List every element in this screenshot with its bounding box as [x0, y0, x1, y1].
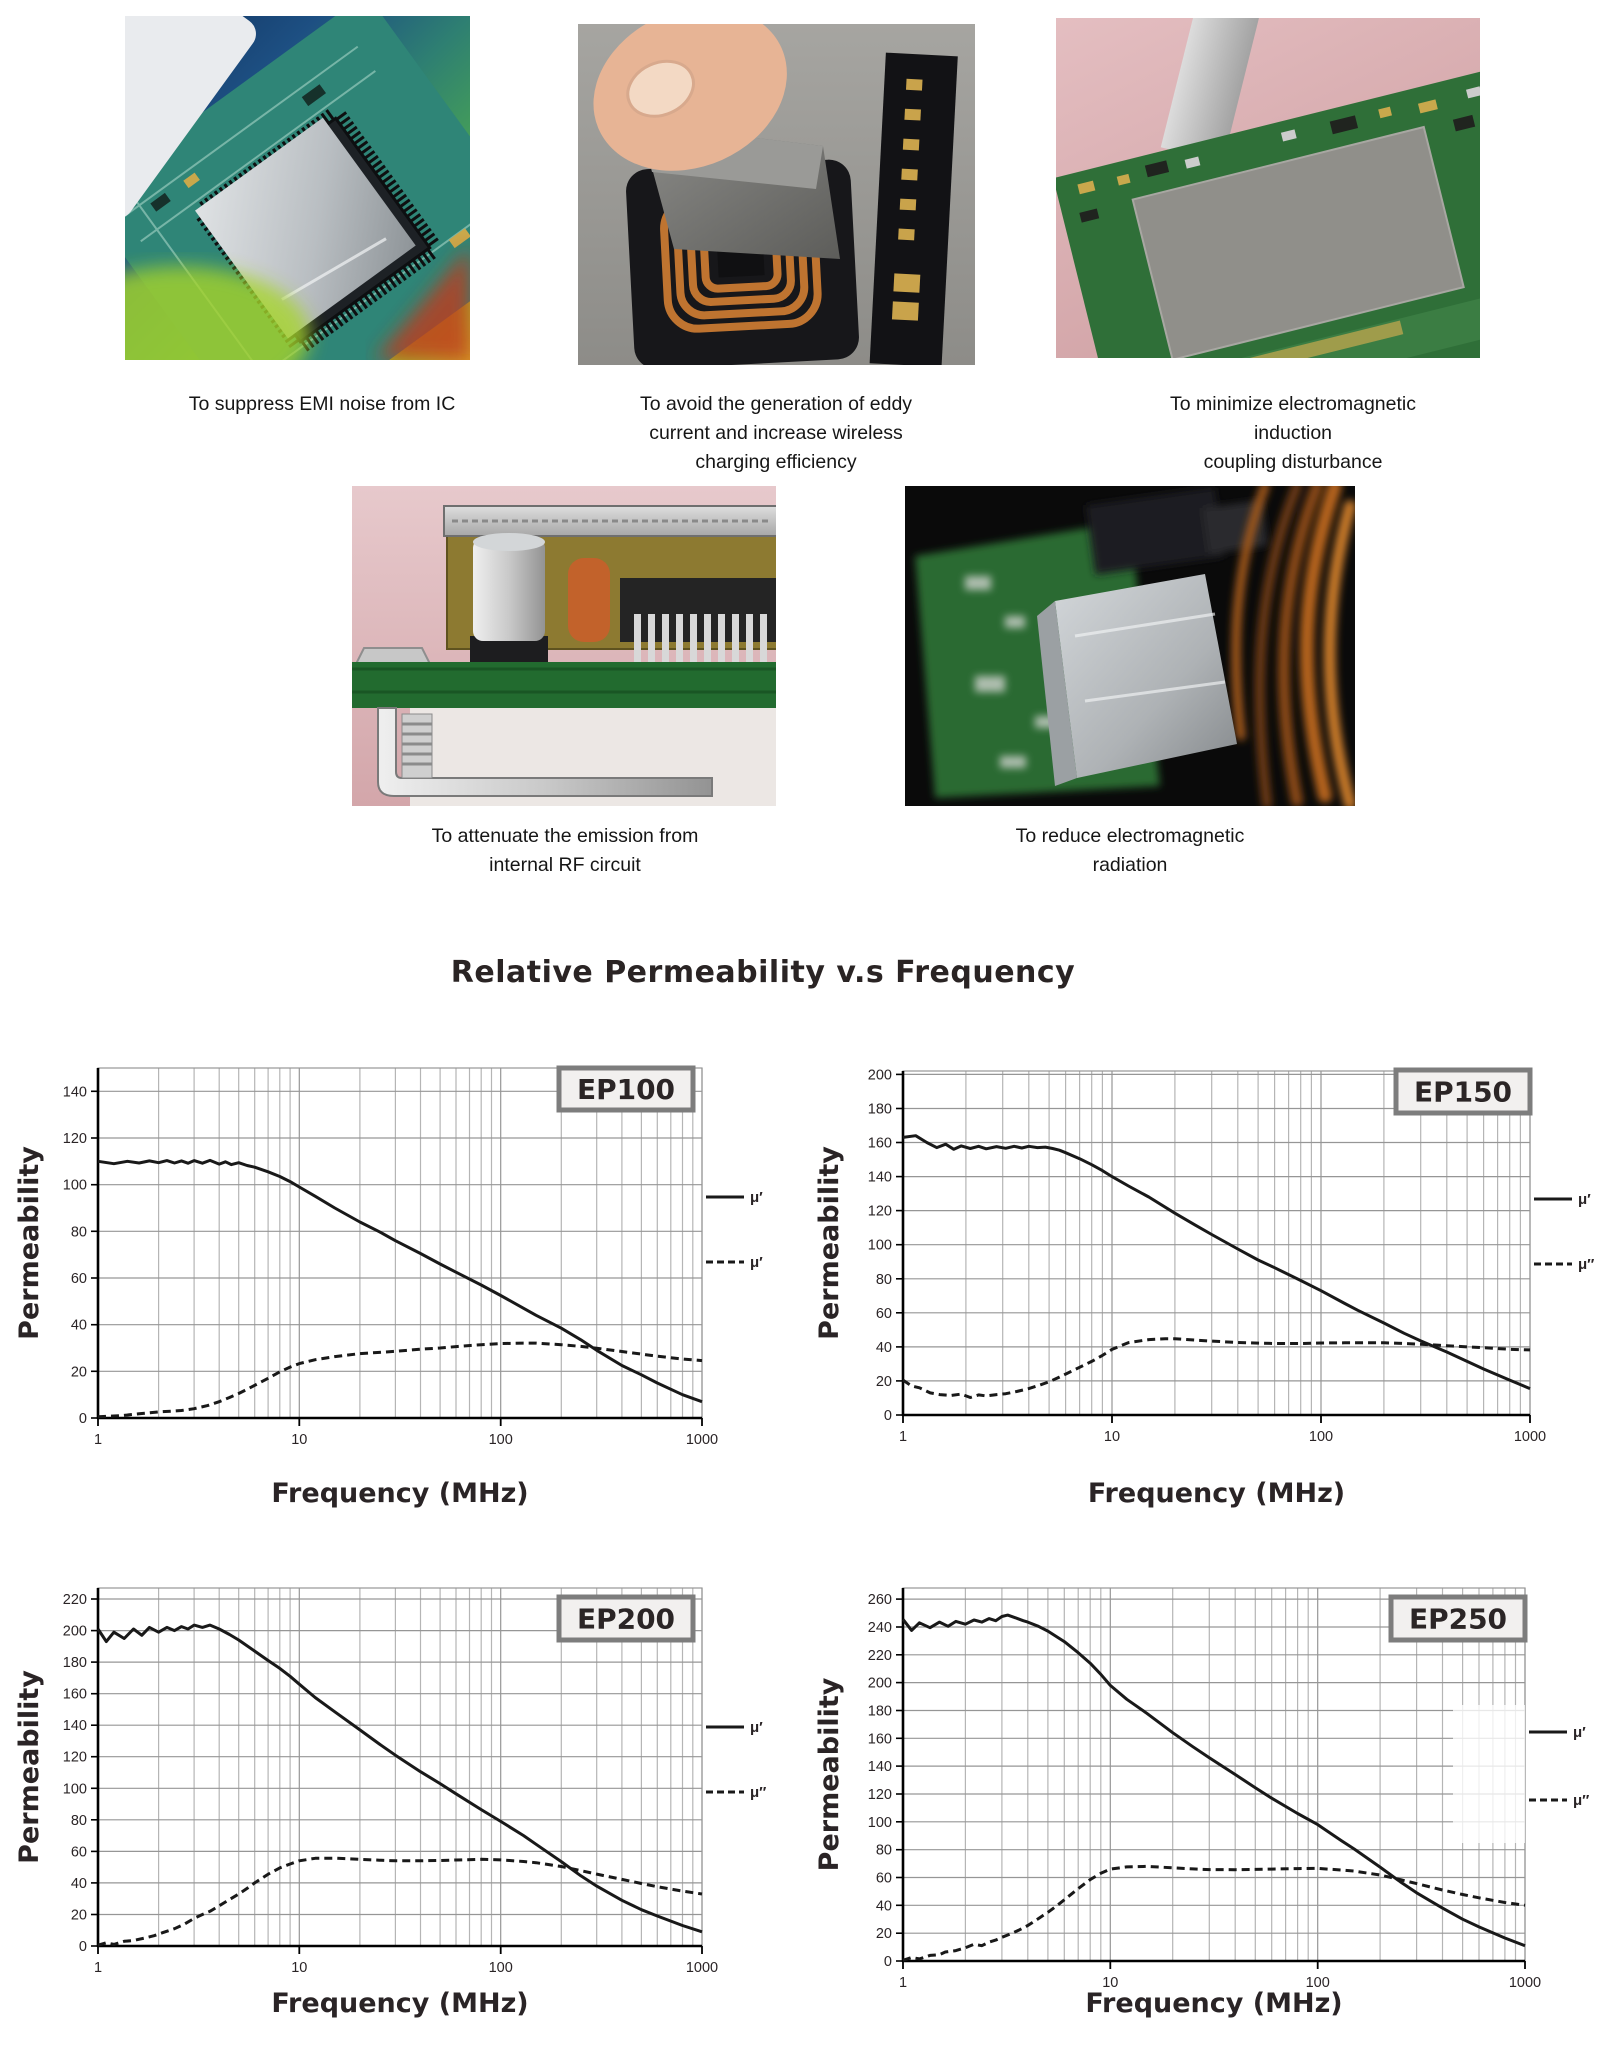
svg-text:μ′: μ′	[750, 1719, 763, 1736]
svg-text:220: 220	[62, 1592, 87, 1608]
svg-text:180: 180	[867, 1101, 892, 1118]
svg-text:20: 20	[70, 1907, 87, 1924]
chart-ep250	[800, 1560, 1600, 2058]
svg-text:Permeability: Permeability	[814, 1146, 845, 1340]
svg-text:1000: 1000	[1513, 1429, 1547, 1445]
pcb-chip-absorber-illustration	[125, 16, 470, 360]
photo-induction-coupling	[1056, 18, 1480, 358]
svg-text:0: 0	[78, 1411, 87, 1427]
svg-text:200: 200	[867, 1675, 892, 1692]
svg-text:20: 20	[875, 1373, 892, 1390]
svg-text:EP200: EP200	[576, 1602, 676, 1636]
photo-wireless-charging-coil	[578, 24, 975, 365]
svg-text:200: 200	[62, 1623, 87, 1640]
svg-text:0: 0	[883, 1954, 892, 1970]
svg-text:1: 1	[93, 1960, 103, 1976]
svg-text:20: 20	[70, 1364, 87, 1381]
photo-emi-suppression-ic	[125, 16, 470, 360]
svg-text:100: 100	[62, 1781, 87, 1798]
svg-text:μ′: μ′	[750, 1189, 763, 1206]
svg-text:10: 10	[291, 1960, 308, 1976]
permeability-frequency-plot	[800, 1040, 1600, 1530]
svg-text:40: 40	[875, 1339, 892, 1356]
caption-line: internal RF circuit	[489, 854, 641, 876]
svg-text:60: 60	[70, 1844, 87, 1861]
chart-ep100	[0, 1040, 800, 1530]
svg-text:40: 40	[70, 1317, 87, 1334]
svg-text:160: 160	[867, 1731, 892, 1748]
board-edge-clamp-illustration	[352, 486, 776, 806]
svg-text:160: 160	[62, 1686, 87, 1703]
svg-text:1: 1	[898, 1975, 908, 1991]
caption-line: coupling disturbance	[1203, 451, 1383, 473]
svg-text:1: 1	[93, 1432, 103, 1448]
svg-text:80: 80	[70, 1812, 87, 1829]
caption-induction-coupling	[1068, 390, 1518, 477]
svg-text:μ′: μ′	[1578, 1191, 1591, 1208]
svg-text:Permeability: Permeability	[814, 1677, 845, 1872]
svg-text:0: 0	[883, 1408, 892, 1424]
svg-text:100: 100	[1305, 1975, 1330, 1991]
svg-text:0: 0	[78, 1939, 87, 1955]
svg-text:160: 160	[867, 1135, 892, 1152]
svg-text:140: 140	[867, 1759, 892, 1776]
svg-text:200: 200	[867, 1067, 892, 1084]
svg-text:1: 1	[898, 1429, 908, 1445]
chart-ep200	[0, 1560, 800, 2058]
svg-text:80: 80	[875, 1271, 892, 1288]
svg-text:100: 100	[62, 1177, 87, 1194]
caption-suppress-emi	[122, 390, 522, 419]
caption-line: radiation	[1092, 854, 1168, 876]
svg-text:1000: 1000	[685, 1960, 719, 1976]
svg-text:100: 100	[488, 1432, 513, 1448]
svg-text:120: 120	[62, 1749, 87, 1766]
permeability-frequency-plot	[0, 1560, 800, 2058]
svg-text:10: 10	[1103, 1429, 1121, 1445]
svg-text:100: 100	[867, 1237, 892, 1254]
caption-line: To minimize electromagnetic	[1169, 393, 1416, 415]
svg-text:180: 180	[62, 1655, 87, 1672]
svg-text:10: 10	[291, 1432, 308, 1448]
svg-text:100: 100	[1308, 1429, 1334, 1445]
svg-text:Frequency (MHz): Frequency (MHz)	[271, 1478, 529, 1509]
svg-text:EP250: EP250	[1408, 1602, 1508, 1636]
svg-text:40: 40	[875, 1898, 892, 1915]
svg-text:120: 120	[867, 1203, 892, 1220]
caption-line: To attenuate the emission from	[431, 825, 699, 847]
caption-line: To avoid the generation of eddy	[639, 393, 913, 415]
caption-line: induction	[1253, 422, 1333, 444]
caption-line: To suppress EMI noise from IC	[188, 393, 456, 415]
svg-text:180: 180	[867, 1703, 892, 1720]
coil-sheet-peel-illustration	[578, 24, 975, 365]
photo-em-radiation-foil	[905, 486, 1355, 806]
caption-line: charging efficiency	[695, 451, 857, 473]
svg-text:80: 80	[70, 1224, 87, 1241]
svg-text:10: 10	[1102, 1975, 1119, 1991]
svg-text:Permeability: Permeability	[14, 1146, 45, 1340]
svg-text:μ″: μ″	[1578, 1256, 1595, 1273]
svg-text:80: 80	[875, 1842, 892, 1859]
permeability-frequency-plot	[800, 1560, 1600, 2058]
svg-text:240: 240	[867, 1620, 892, 1636]
svg-text:100: 100	[867, 1814, 892, 1831]
caption-line: To reduce electromagnetic	[1015, 825, 1245, 847]
svg-text:Frequency (MHz): Frequency (MHz)	[271, 1988, 529, 2019]
svg-text:EP100: EP100	[576, 1073, 676, 1106]
svg-text:Frequency (MHz): Frequency (MHz)	[1085, 1988, 1343, 2019]
svg-text:μ″: μ″	[1573, 1792, 1590, 1809]
caption-line: current and increase wireless	[649, 422, 903, 444]
svg-text:120: 120	[867, 1787, 892, 1803]
svg-text:260: 260	[867, 1592, 892, 1609]
permeability-frequency-plot	[0, 1040, 800, 1530]
svg-text:100: 100	[488, 1960, 513, 1976]
foil-wrap-wires-illustration	[905, 486, 1355, 806]
svg-text:20: 20	[875, 1926, 892, 1943]
photo-rf-circuit-shield	[352, 486, 776, 806]
caption-em-radiation	[930, 822, 1330, 880]
svg-text:140: 140	[62, 1084, 87, 1101]
svg-text:140: 140	[867, 1169, 892, 1186]
svg-text:60: 60	[875, 1305, 892, 1322]
caption-eddy-current	[576, 390, 976, 477]
section-title: Relative Permeability v.s Frequency	[450, 955, 1076, 990]
svg-text:μ″: μ″	[750, 1784, 767, 1801]
svg-text:220: 220	[867, 1647, 892, 1664]
svg-text:1000: 1000	[685, 1432, 719, 1448]
svg-text:60: 60	[70, 1271, 87, 1287]
svg-text:40: 40	[70, 1875, 87, 1892]
svg-text:μ′: μ′	[750, 1254, 763, 1271]
svg-text:EP150: EP150	[1413, 1075, 1513, 1109]
chart-ep150	[800, 1040, 1600, 1530]
caption-rf-emission	[365, 822, 765, 880]
svg-text:60: 60	[875, 1870, 892, 1887]
svg-text:1000: 1000	[1508, 1975, 1542, 1991]
svg-text:120: 120	[62, 1131, 87, 1147]
svg-text:140: 140	[62, 1718, 87, 1735]
svg-text:μ′: μ′	[1573, 1724, 1586, 1741]
svg-text:Frequency (MHz): Frequency (MHz)	[1087, 1478, 1346, 1509]
svg-text:Permeability: Permeability	[14, 1670, 45, 1864]
pcb-large-sheet-illustration	[1056, 18, 1480, 358]
